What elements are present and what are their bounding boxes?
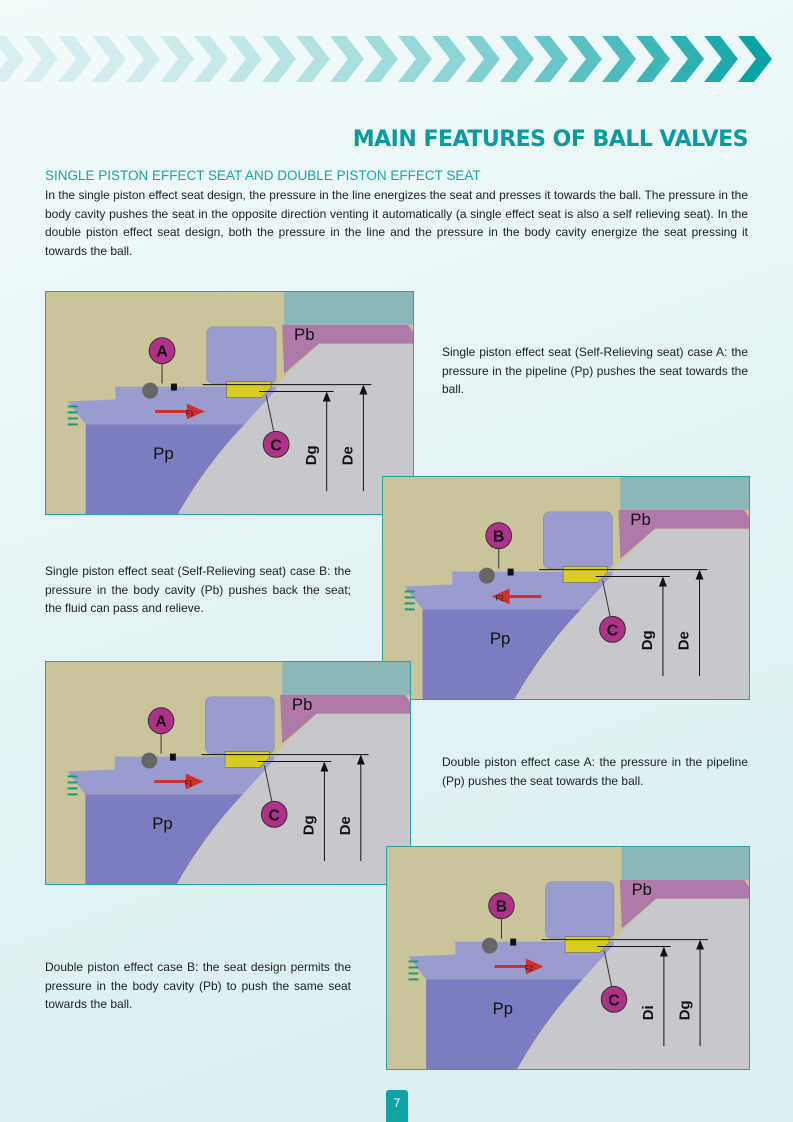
chevron-shape: [24, 36, 58, 82]
chevron-shape: [398, 36, 432, 82]
o-ring: [479, 568, 495, 584]
chevron-shape: [364, 36, 398, 82]
force-label: F2: [524, 965, 533, 973]
caption-double-case-b: Double piston effect case B: the seat design permits the pressure in the body cavity (Pb) to push the same seat towards the ball.: [45, 960, 351, 1011]
page-number: 7: [386, 1090, 408, 1122]
pipe-bore-area: [622, 847, 749, 880]
dimension-label-2: De: [676, 631, 693, 651]
section-heading: SINGLE PISTON EFFECT SEAT AND DOUBLE PISTON EFFECT SEAT: [45, 168, 481, 183]
dimension-label-1: Dg: [301, 815, 318, 836]
diagram-single-case-a: [45, 291, 414, 515]
caption-single-case-a: Single piston effect seat (Self-Relieving seat) case A: the pressure in the pipeline (Pp) pushes the seat towards the ball.: [442, 345, 748, 396]
chevron-shape: [466, 36, 500, 82]
chevron-shape: [330, 36, 364, 82]
chevron-shape: [262, 36, 296, 82]
chevron-shape: [160, 36, 194, 82]
chevron-shape: [636, 36, 670, 82]
dimension-label-1: Dg: [303, 445, 320, 466]
insert-marker-label: C: [608, 992, 620, 1010]
pipe-bore-area: [284, 292, 413, 325]
section-body: In the single piston effect seat design, the pressure in the line energizes the seat and presses it towards the ball. The pressure in the body cavity pushes the seat in the opposite direction venting it automatically (a single effect seat is also a self relieving seat). In the double piston effect seat design, both the pressure in the line and the pressure in the body cavity energize the seat pressing it towards the ball.: [45, 188, 748, 258]
caption-single-case-b: Single piston effect seat (Self-Relieving seat) case B: the pressure in the body cavity (Pb) pushes back the seat; the fluid can pass and relieve.: [45, 564, 351, 615]
cavity-pressure-label: Pb: [293, 324, 315, 344]
seal-marker-label: A: [156, 343, 168, 361]
chevron-shape: [602, 36, 636, 82]
insert-marker-label: C: [270, 437, 282, 455]
seal-marker-label: B: [493, 528, 505, 546]
dimension-label-1: Di: [641, 1005, 658, 1021]
cavity-pressure-label: Pb: [291, 694, 313, 714]
diagram-single-case-b: [382, 476, 750, 700]
cavity-pressure-label: Pb: [631, 879, 652, 899]
chevron-shape: [126, 36, 160, 82]
force-label: F1: [184, 780, 193, 788]
upper-seal-block: [205, 697, 274, 754]
chevron-shape: [194, 36, 228, 82]
upper-seal-block: [545, 882, 613, 939]
o-ring: [142, 383, 158, 399]
o-ring: [141, 753, 157, 769]
chevron-shape: [704, 36, 738, 82]
backup-ring: [510, 939, 516, 946]
backup-ring: [170, 754, 176, 761]
chevron-shape: [228, 36, 262, 82]
dimension-label-2: Dg: [677, 1000, 694, 1021]
insert-marker-label: C: [606, 622, 619, 640]
diagram-double-case-a: [45, 661, 411, 885]
pipe-bore-area: [282, 662, 410, 695]
dimension-label-2: De: [340, 446, 357, 466]
chevron-shape: [92, 36, 126, 82]
chevron-shape: [500, 36, 534, 82]
chevron-shape: [0, 36, 24, 82]
pipeline-pressure-label: Pp: [492, 999, 514, 1019]
pipeline-pressure-label: Pp: [152, 814, 173, 834]
upper-seal-block: [207, 327, 276, 384]
pipeline-pressure-label: Pp: [489, 629, 511, 649]
dimension-label-2: De: [338, 816, 354, 836]
chevron-shape: [534, 36, 568, 82]
seal-marker-label: B: [495, 898, 508, 916]
backup-ring: [508, 569, 514, 576]
caption-double-case-a: Double piston effect case A: the pressure in the pipeline (Pp) pushes the seat towards the ball.: [442, 755, 748, 788]
chevron-shape: [296, 36, 330, 82]
chevron-shape: [738, 36, 772, 82]
page-title: MAIN FEATURES OF BALL VALVES: [352, 127, 748, 152]
o-ring: [482, 938, 498, 954]
insert-marker-label: C: [268, 807, 280, 825]
chevron-shape: [432, 36, 466, 82]
chevron-shape: [670, 36, 704, 82]
chevron-shape: [58, 36, 92, 82]
backup-ring: [171, 384, 177, 391]
chevron-shape: [568, 36, 602, 82]
chevron-banner: [0, 36, 793, 82]
pipe-bore-area: [620, 477, 749, 510]
cavity-pressure-label: Pb: [630, 509, 651, 529]
pipeline-pressure-label: Pp: [153, 444, 174, 464]
seal-marker-label: A: [155, 713, 167, 731]
dimension-label-1: Dg: [640, 630, 657, 651]
force-label: F2: [495, 595, 504, 603]
diagram-double-case-b: [386, 846, 750, 1070]
force-label: F1: [185, 410, 194, 418]
upper-seal-block: [543, 512, 612, 569]
